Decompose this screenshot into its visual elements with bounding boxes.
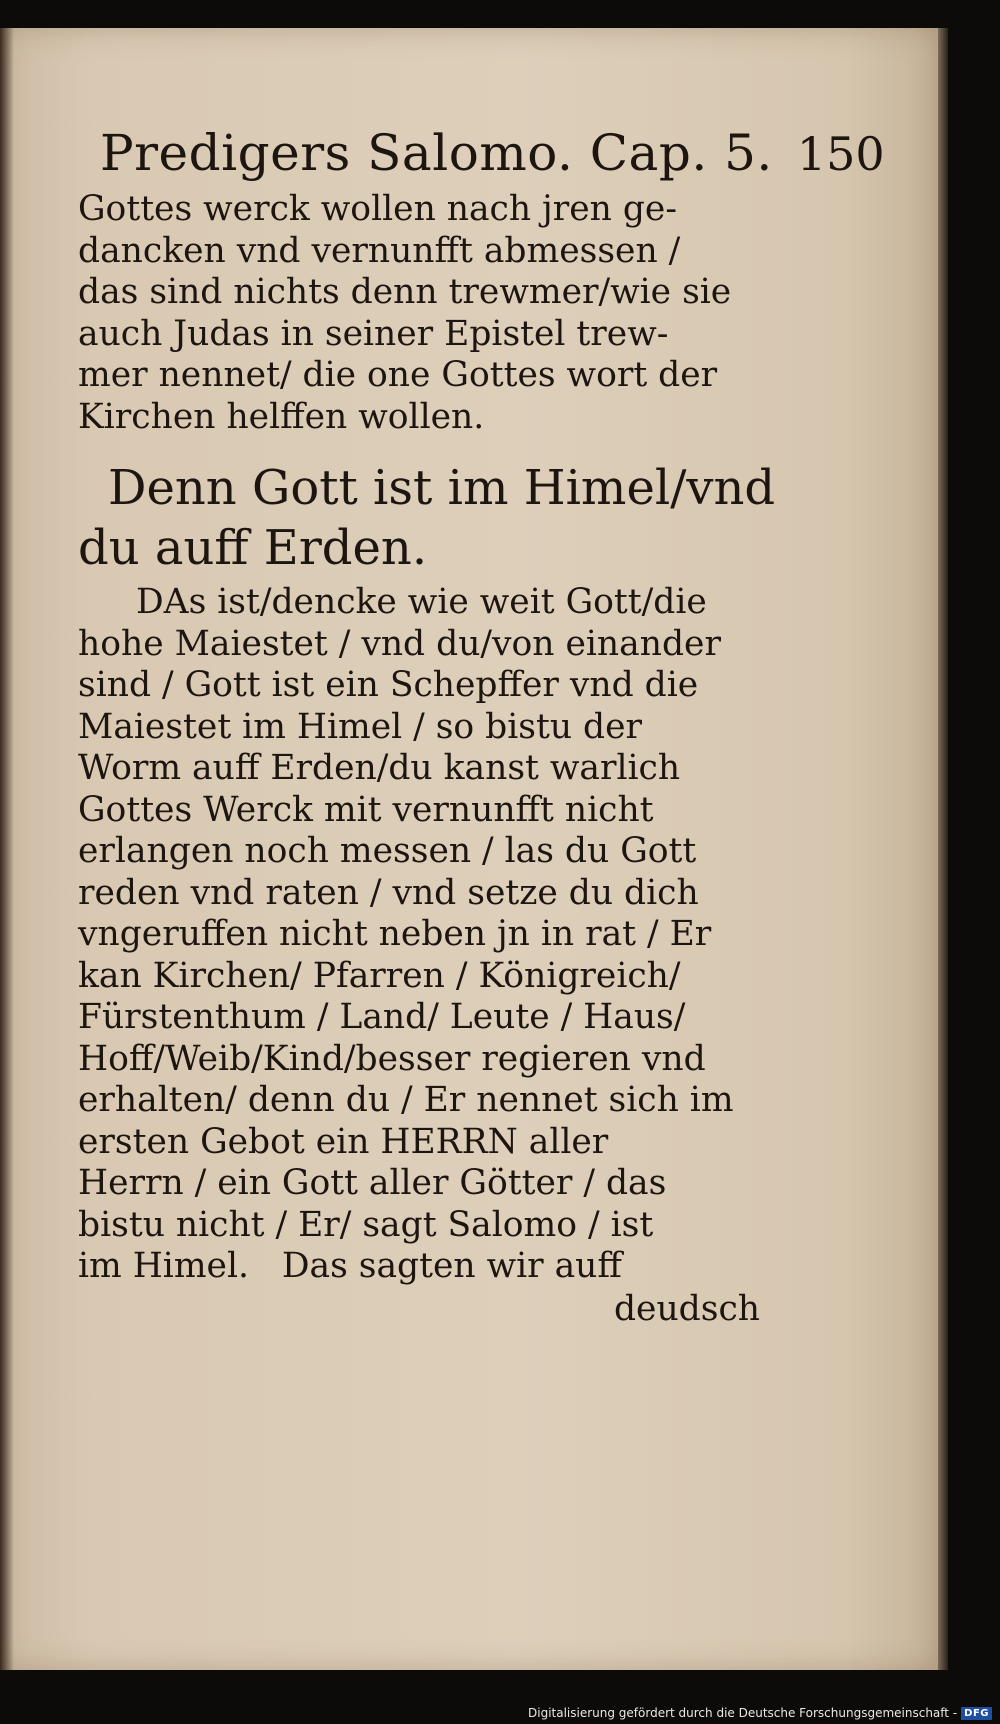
text-line: reden vnd raten / vnd setze du dich	[78, 872, 699, 913]
credit-text: Digitalisierung gefördert durch die Deutsche Forschungsgemeinschaft -	[528, 1706, 958, 1720]
page-text	[78, 120, 885, 1330]
text-line: Hoff/Weib/Kind/besser regieren vnd	[78, 1038, 706, 1079]
dfg-logo: DFG	[961, 1707, 992, 1720]
digitization-credit	[528, 1706, 992, 1720]
text-line: vngeruffen nicht neben jn in rat / Er	[78, 914, 712, 954]
text-line: im Himel. Das sagten wir auff	[78, 1246, 622, 1286]
page-number: 150	[796, 127, 885, 181]
text-line: sind / Gott ist ein Schepffer vnd die	[78, 665, 699, 705]
page-edge	[938, 28, 948, 1670]
running-head	[100, 120, 885, 187]
text-line: Worm auff Erden/du kanst warlich	[78, 748, 681, 788]
section-heading	[78, 458, 788, 578]
text-line: bistu nicht / Er/ sagt Salomo / ist	[78, 1204, 654, 1245]
heading-line: du auff Erden.	[78, 520, 428, 576]
text-line: hohe Maiestet / vnd du/von einander	[78, 623, 721, 664]
text-line: mer nennet/ die one Gottes wort der	[78, 355, 718, 395]
text-line: Fürstenthum / Land/ Leute / Haus/	[78, 997, 686, 1037]
paragraph-1	[78, 189, 788, 438]
text-line: das sind nichts denn trewmer/wie sie	[78, 272, 732, 312]
text-line: dancken vnd vernunfft abmessen /	[78, 230, 681, 271]
paragraph-2	[78, 582, 788, 1330]
running-head-title: Predigers Salomo. Cap. 5.	[100, 124, 773, 182]
text-line: auch Judas in seiner Epistel trew-	[78, 313, 669, 354]
text-line: erhalten/ denn du / Er nennet sich im	[78, 1080, 734, 1120]
text-line: DAs ist/dencke wie weit Gott/die	[136, 582, 707, 622]
text-line: Gottes werck wollen nach jren ge-	[78, 189, 677, 229]
text-line: Gottes Werck mit vernunfft nicht	[78, 789, 654, 830]
text-line: erlangen noch messen / las du Gott	[78, 831, 697, 871]
text-line: ersten Gebot ein HERRN aller	[78, 1121, 609, 1162]
heading-line: Denn Gott ist im Himel/vnd	[108, 460, 776, 516]
catchword: deudsch	[613, 1288, 760, 1329]
text-line: Maiestet im Himel / so bistu der	[78, 706, 643, 747]
text-line: kan Kirchen/ Pfarren / Königreich/	[78, 955, 681, 996]
text-line: Kirchen helffen wollen.	[78, 396, 485, 437]
text-line: Herrn / ein Gott aller Götter / das	[78, 1163, 667, 1203]
